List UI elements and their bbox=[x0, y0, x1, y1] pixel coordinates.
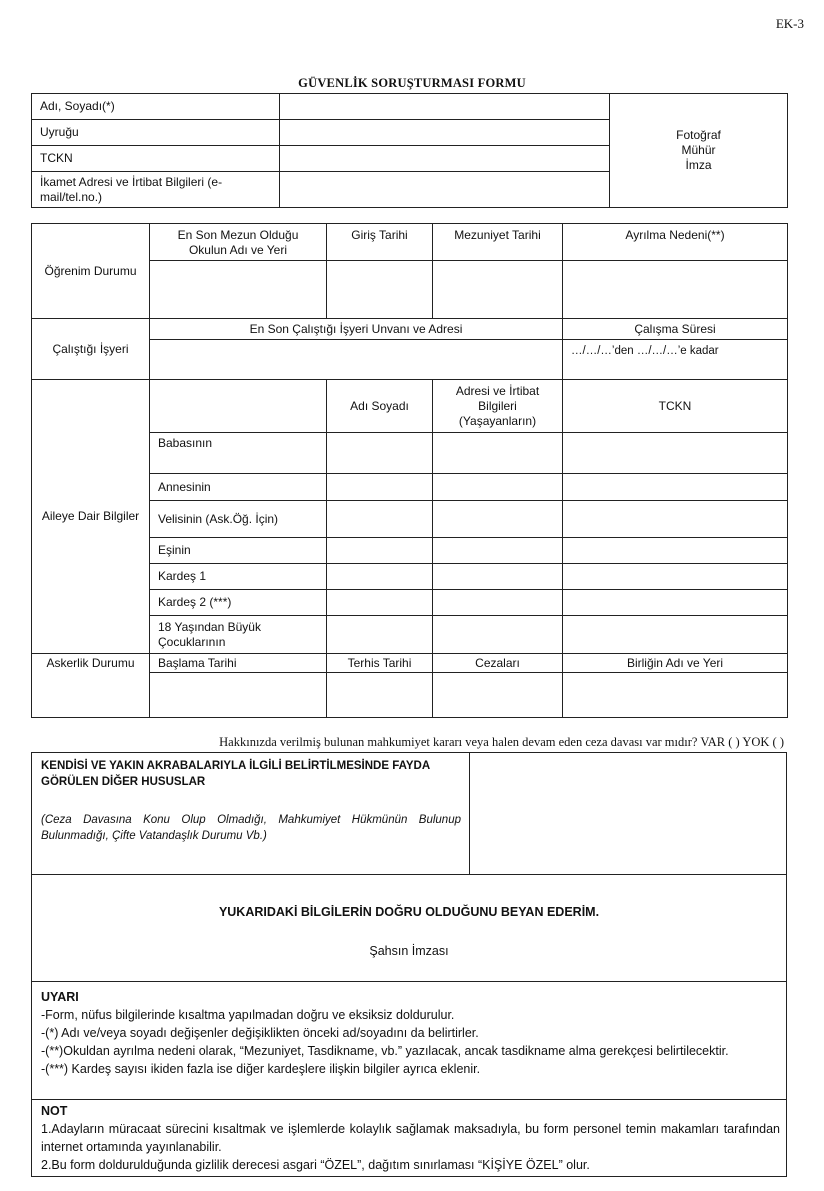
form-title: GÜVENLİK SORUŞTURMASI FORMU bbox=[298, 76, 526, 90]
family-tckn-field[interactable] bbox=[563, 474, 788, 501]
family-tckn-field[interactable] bbox=[563, 564, 788, 590]
other-matters-heading: KENDİSİ VE YAKIN AKRABALARIYLA İLGİLİ BELİRTİLMESİNDE FAYDA GÖRÜLEN DİĞER HUSUSLAR bbox=[41, 760, 430, 788]
other-matters-hint: (Ceza Davasına Konu Olup Olmadığı, Mahkumiyet Hükmünün Bulunup Bulunmadığı, Çifte Vatandaşlık Durumu Vb.) bbox=[41, 814, 461, 842]
family-name-field[interactable] bbox=[327, 433, 433, 474]
graduation-date-field[interactable] bbox=[433, 261, 563, 319]
leave-reason-field[interactable] bbox=[563, 261, 788, 319]
address-label: İkamet Adresi ve İrtibat Bilgileri (e-mail/tel.no.) bbox=[32, 172, 280, 208]
col-school: En Son Mezun Olduğu Okulun Adı ve Yeri bbox=[150, 224, 327, 261]
signature-label: Şahsın İmzası bbox=[369, 944, 449, 958]
col-family-address: Adresi ve İrtibat Bilgileri (Yaşayanların) bbox=[433, 380, 563, 433]
family-name-field[interactable] bbox=[327, 501, 433, 538]
family-member-label: Babasının bbox=[150, 433, 327, 474]
work-duration-field[interactable]: …/…/…’den …/…/…’e kadar bbox=[563, 340, 788, 380]
entry-date-field[interactable] bbox=[327, 261, 433, 319]
warning-line: -Form, nüfus bilgilerinde kısaltma yapılmadan doğru ve eksiksiz doldurulur. bbox=[41, 1008, 455, 1022]
col-graduation-date: Mezuniyet Tarihi bbox=[433, 224, 563, 261]
family-address-field[interactable] bbox=[433, 564, 563, 590]
family-header-empty bbox=[150, 380, 327, 433]
family-name-field[interactable] bbox=[327, 474, 433, 501]
family-address-field[interactable] bbox=[433, 590, 563, 616]
photo-label: Fotoğraf bbox=[676, 128, 721, 142]
note-content bbox=[41, 1102, 780, 1174]
note-title: NOT bbox=[41, 1104, 68, 1118]
family-member-label: Kardeş 2 (***) bbox=[150, 590, 327, 616]
military-discharge-field[interactable] bbox=[327, 673, 433, 718]
col-work-duration: Çalışma Süresi bbox=[563, 319, 788, 340]
family-address-field[interactable] bbox=[433, 501, 563, 538]
details-table bbox=[31, 223, 788, 718]
note-line: 2.Bu form doldurulduğunda gizlilik derecesi asgari “ÖZEL”, dağıtım sınırlaması “KİŞİYE ÖZEL” olur. bbox=[41, 1158, 590, 1172]
family-label: Aileye Dair Bilgiler bbox=[32, 380, 150, 654]
warning-title: UYARI bbox=[41, 990, 79, 1004]
personal-info-table bbox=[31, 93, 788, 208]
family-name-field[interactable] bbox=[327, 538, 433, 564]
family-address-field[interactable] bbox=[433, 538, 563, 564]
family-member-label: Kardeş 1 bbox=[150, 564, 327, 590]
nationality-field[interactable] bbox=[280, 120, 610, 146]
signature-label: İmza bbox=[685, 158, 712, 172]
col-leave-reason: Ayrılma Nedeni(**) bbox=[563, 224, 788, 261]
family-name-field[interactable] bbox=[327, 616, 433, 654]
family-tckn-field[interactable] bbox=[563, 590, 788, 616]
note-line: 1.Adayların müracaat sürecini kısaltmak ve işlemlerde kolaylık sağlamak maksadıyla, bu form personel temin makamları tarafından internet ortamında yayınlanabilir. bbox=[41, 1122, 780, 1154]
col-family-name: Adı Soyadı bbox=[327, 380, 433, 433]
conviction-question: Hakkınızda verilmiş bulunan mahkumiyet kararı veya halen devam eden ceza davası var mıdır? VAR ( ) YOK ( ) bbox=[219, 735, 784, 749]
family-address-field[interactable] bbox=[433, 433, 563, 474]
warning-line: -(*) Adı ve/veya soyadı değişenler değişiklikten önceki ad/soyadını da belirtirler. bbox=[41, 1026, 479, 1040]
tckn-field[interactable] bbox=[280, 146, 610, 172]
school-field[interactable] bbox=[150, 261, 327, 319]
nationality-label: Uyruğu bbox=[32, 120, 280, 146]
warning-line: -(**)Okuldan ayrılma nedeni olarak, “Mezuniyet, Tasdikname, vb.” yazılacak, ancak tasdikname alma gerekçesi belirtilecektir. bbox=[41, 1044, 729, 1058]
note-box bbox=[31, 1099, 787, 1177]
name-label: Adı, Soyadı(*) bbox=[32, 94, 280, 120]
family-member-label: Velisinin (Ask.Öğ. İçin) bbox=[150, 501, 327, 538]
warning-line: -(***) Kardeş sayısı ikiden fazla ise diğer kardeşlere ilişkin bilgiler ayrıca eklenir. bbox=[41, 1062, 481, 1076]
family-member-label: Eşinin bbox=[150, 538, 327, 564]
other-matters-label-cell bbox=[32, 753, 470, 874]
other-matters-box bbox=[31, 752, 787, 875]
workplace-field[interactable] bbox=[150, 340, 563, 380]
family-tckn-field[interactable] bbox=[563, 538, 788, 564]
family-name-field[interactable] bbox=[327, 590, 433, 616]
col-military-start: Başlama Tarihi bbox=[150, 654, 327, 673]
education-label: Öğrenim Durumu bbox=[32, 224, 150, 319]
address-field[interactable] bbox=[280, 172, 610, 208]
family-name-field[interactable] bbox=[327, 564, 433, 590]
military-label: Askerlik Durumu bbox=[32, 654, 150, 718]
col-military-unit: Birliğin Adı ve Yeri bbox=[563, 654, 788, 673]
col-family-tckn: TCKN bbox=[563, 380, 788, 433]
seal-label: Mühür bbox=[681, 143, 716, 157]
col-military-penalty: Cezaları bbox=[433, 654, 563, 673]
military-penalty-field[interactable] bbox=[433, 673, 563, 718]
family-tckn-field[interactable] bbox=[563, 433, 788, 474]
warning-box bbox=[31, 981, 787, 1100]
workplace-label: Çalıştığı İşyeri bbox=[32, 319, 150, 380]
photo-seal-signature-box[interactable] bbox=[610, 94, 788, 208]
col-military-discharge: Terhis Tarihi bbox=[327, 654, 433, 673]
warning-content bbox=[41, 988, 780, 1078]
family-member-label: 18 Yaşından Büyük Çocuklarının bbox=[150, 616, 327, 654]
tckn-label: TCKN bbox=[32, 146, 280, 172]
family-member-label: Annesinin bbox=[150, 474, 327, 501]
declaration-text: YUKARIDAKİ BİLGİLERİN DOĞRU OLDUĞUNU BEYAN EDERİM. bbox=[218, 905, 600, 919]
military-start-field[interactable] bbox=[150, 673, 327, 718]
other-matters-field[interactable] bbox=[470, 753, 786, 874]
family-address-field[interactable] bbox=[433, 616, 563, 654]
family-address-field[interactable] bbox=[433, 474, 563, 501]
col-entry-date: Giriş Tarihi bbox=[327, 224, 433, 261]
annex-code: EK-3 bbox=[775, 16, 804, 31]
family-tckn-field[interactable] bbox=[563, 501, 788, 538]
col-workplace-title: En Son Çalıştığı İşyeri Unvanı ve Adresi bbox=[150, 319, 563, 340]
declaration-box bbox=[31, 874, 787, 982]
name-field[interactable] bbox=[280, 94, 610, 120]
family-tckn-field[interactable] bbox=[563, 616, 788, 654]
military-unit-field[interactable] bbox=[563, 673, 788, 718]
